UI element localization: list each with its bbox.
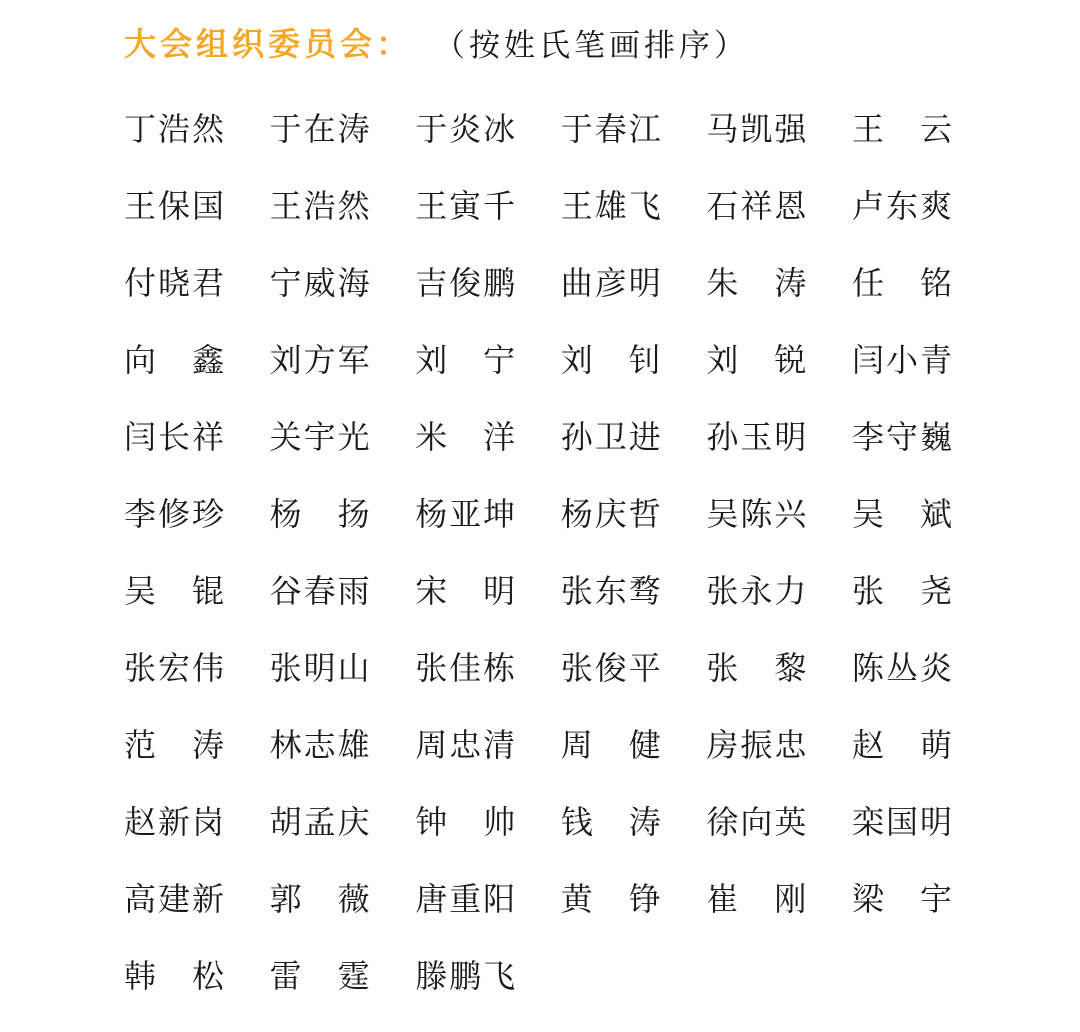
committee-member-name: 钱 涛 — [560, 802, 661, 841]
committee-member-name: 张 佳 栋 — [415, 648, 516, 687]
committee-title: 大会组织委员会： — [124, 25, 413, 63]
committee-member-name: 范 涛 — [124, 725, 224, 764]
committee-member-name: 宁 威 海 — [269, 263, 370, 302]
committee-member-name: 王 寅 千 — [415, 186, 516, 225]
committee-member-name: 周 忠 清 — [415, 725, 516, 764]
committee-member-name: 林 志 雄 — [269, 725, 370, 764]
committee-member-name: 关 宇 光 — [269, 417, 370, 456]
committee-member-name: 闫 小 青 — [851, 340, 952, 379]
committee-member-name: 吴 锟 — [124, 571, 224, 610]
committee-member-name: 梁 宇 — [851, 879, 952, 918]
committee-member-name: 周 健 — [560, 725, 661, 764]
committee-member-name: 朱 涛 — [706, 263, 807, 302]
committee-member-name: 杨 庆 哲 — [560, 494, 661, 533]
committee-member-name: 赵 新 岗 — [124, 802, 224, 841]
committee-member-name: 胡 孟 庆 — [269, 802, 370, 841]
committee-member-name: 卢 东 爽 — [851, 186, 952, 225]
committee-member-name: 高 建 新 — [124, 879, 224, 918]
committee-member-name: 唐 重 阳 — [415, 879, 516, 918]
committee-header — [124, 20, 749, 64]
committee-member-name: 王 保 国 — [124, 186, 224, 225]
committee-member-name: 张 尧 — [851, 571, 952, 610]
committee-member-name: 张 明 山 — [269, 648, 370, 687]
committee-member-name: 雷 霆 — [269, 956, 370, 995]
committee-member-name: 张 黎 — [706, 648, 807, 687]
committee-member-name: 孙 卫 进 — [560, 417, 661, 456]
committee-member-name: 崔 刚 — [706, 879, 807, 918]
committee-member-name: 王 云 — [851, 109, 952, 148]
member-name-grid — [124, 90, 960, 1014]
committee-member-name: 栾 国 明 — [851, 802, 952, 841]
committee-member-name: 于 炎 冰 — [415, 109, 516, 148]
committee-member-name: 钟 帅 — [415, 802, 516, 841]
committee-member-name: 付 晓 君 — [124, 263, 224, 302]
committee-member-name: 闫 长 祥 — [124, 417, 224, 456]
committee-member-name: 刘 锐 — [706, 340, 807, 379]
committee-member-name: 石 祥 恩 — [706, 186, 807, 225]
committee-member-name: 米 洋 — [415, 417, 516, 456]
committee-member-name: 王 雄 飞 — [560, 186, 661, 225]
committee-member-name: 韩 松 — [124, 956, 224, 995]
committee-member-name: 黄 铮 — [560, 879, 661, 918]
committee-member-name: 于 春 江 — [560, 109, 661, 148]
committee-member-name: 王 浩 然 — [269, 186, 370, 225]
committee-member-name: 吉 俊 鹏 — [415, 263, 516, 302]
committee-member-name: 杨 亚 坤 — [415, 494, 516, 533]
committee-member-name: 张 俊 平 — [560, 648, 661, 687]
committee-member-name: 曲 彦 明 — [560, 263, 661, 302]
committee-member-name: 任 铭 — [851, 263, 952, 302]
committee-member-name: 孙 玉 明 — [706, 417, 807, 456]
committee-member-name: 刘 宁 — [415, 340, 516, 379]
committee-member-name: 张 永 力 — [706, 571, 807, 610]
committee-member-name: 谷 春 雨 — [269, 571, 370, 610]
committee-member-name: 向 鑫 — [124, 340, 224, 379]
committee-member-name: 郭 薇 — [269, 879, 370, 918]
committee-member-name: 滕 鹏 飞 — [415, 956, 516, 995]
committee-member-name: 张 东 骛 — [560, 571, 661, 610]
committee-member-name: 李 修 珍 — [124, 494, 224, 533]
committee-member-name: 刘 钊 — [560, 340, 661, 379]
committee-member-name: 李 守 巍 — [851, 417, 952, 456]
committee-member-name: 张 宏 伟 — [124, 648, 224, 687]
committee-member-name: 丁 浩 然 — [124, 109, 224, 148]
committee-member-name: 刘 方 军 — [269, 340, 370, 379]
sort-order-note: （按姓氏笔画排序） — [434, 27, 750, 64]
committee-member-name: 赵 萌 — [851, 725, 952, 764]
committee-member-name: 马 凯 强 — [706, 109, 807, 148]
committee-member-name: 杨 扬 — [269, 494, 370, 533]
committee-member-name: 吴 陈 兴 — [706, 494, 807, 533]
committee-member-name: 吴 斌 — [851, 494, 952, 533]
committee-member-name: 于 在 涛 — [269, 109, 370, 148]
committee-member-name: 宋 明 — [415, 571, 516, 610]
committee-member-name: 陈 丛 炎 — [851, 648, 952, 687]
committee-member-name: 房 振 忠 — [706, 725, 807, 764]
committee-member-name: 徐 向 英 — [706, 802, 807, 841]
